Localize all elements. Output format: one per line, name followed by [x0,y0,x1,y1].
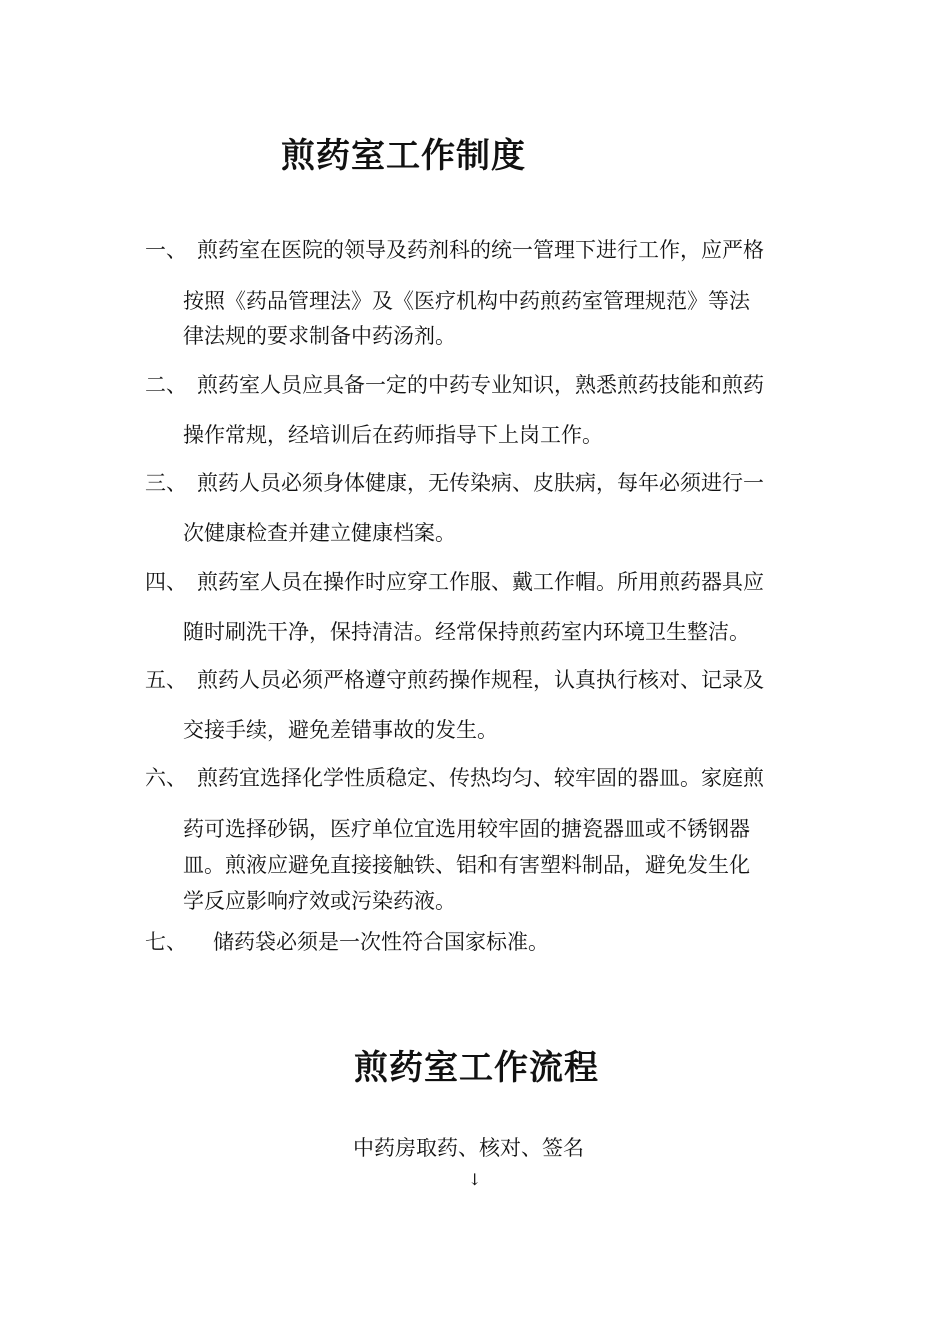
down-arrow-icon: ↓ [468,1170,482,1189]
item-line: 律法规的要求制备中药汤剂。 [183,324,456,348]
item-line: 煎药人员必须身体健康，无传染病、皮肤病，每年必须进行一 [197,471,764,495]
item-number: 二、 [145,373,187,397]
item-line: 次健康检查并建立健康档案。 [183,521,456,545]
policy-title: 煎药室工作制度 [281,136,526,176]
item-number: 六、 [145,766,187,790]
item-line: 煎药宜选择化学性质稳定、传热均匀、较牢固的器皿。家庭煎 [197,766,764,790]
item-line: 煎药室人员在操作时应穿工作服、戴工作帽。所用煎药器具应 [197,570,764,594]
item-number: 七、 [145,930,187,954]
item-number: 三、 [145,471,187,495]
item-line: 煎药室在医院的领导及药剂科的统一管理下进行工作，应严格 [197,238,764,262]
item-line: 交接手续，避免差错事故的发生。 [183,718,498,742]
item-line: 储药袋必须是一次性符合国家标准。 [213,930,549,954]
workflow-title: 煎药室工作流程 [354,1048,599,1088]
item-line: 按照《药品管理法》及《医疗机构中药煎药室管理规范》等法 [183,289,750,313]
item-number: 五、 [145,668,187,692]
item-line: 煎药室人员应具备一定的中药专业知识，熟悉煎药技能和煎药 [197,373,764,397]
item-line: 皿。煎液应避免直接接触铁、铝和有害塑料制品，避免发生化 [183,853,750,877]
item-line: 药可选择砂锅，医疗单位宜选用较牢固的搪瓷器皿或不锈钢器 [183,817,750,841]
item-line: 煎药人员必须严格遵守煎药操作规程，认真执行核对、记录及 [197,668,764,692]
item-number: 一、 [145,238,187,262]
item-line: 操作常规，经培训后在药师指导下上岗工作。 [183,423,603,447]
item-number: 四、 [145,570,187,594]
item-line: 学反应影响疗效或污染药液。 [183,889,456,913]
workflow-step-1: 中药房取药、核对、签名 [353,1136,584,1160]
item-line: 随时刷洗干净，保持清洁。经常保持煎药室内环境卫生整洁。 [183,620,750,644]
